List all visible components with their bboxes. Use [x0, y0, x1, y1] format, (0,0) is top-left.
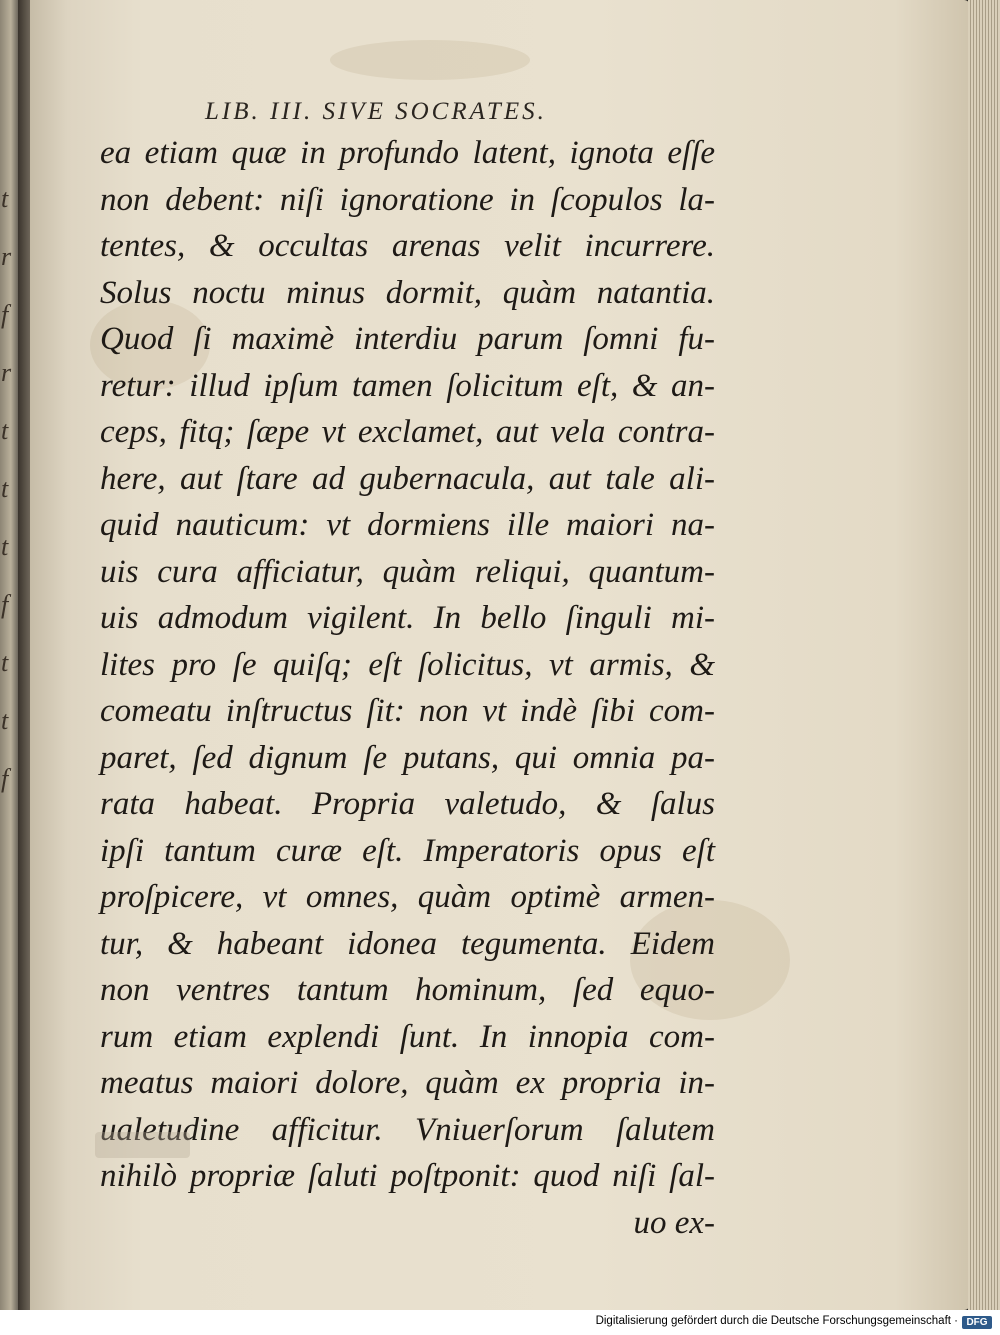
previous-page-fragment: t r f r t t t f t t f — [1, 184, 12, 793]
text-line: non ventres tantum hominum, ſed equo- — [100, 972, 715, 1008]
text-line: paret, ſed dignum ſe putans, qui omnia pa- — [100, 739, 715, 776]
page-edges — [968, 0, 1000, 1310]
text-line: tur, & habeant idonea tegumenta. Eidem — [100, 925, 715, 962]
text-line: ipſi tantum curæ eſt. Imperatoris opus eſt — [100, 832, 715, 869]
text-line: rum etiam explendi ſunt. In innopia com- — [100, 1018, 715, 1055]
text-line: non debent: niſi ignoratione in ſcopulos la- — [100, 181, 715, 218]
ghost-stamp — [95, 1132, 190, 1158]
digitization-footer — [0, 1310, 1000, 1335]
previous-page-edge — [0, 0, 18, 1310]
text-line: nihilò propriæ ſaluti poſtponit: quod niſi ſal- — [100, 1158, 715, 1194]
catchword: uo ex- — [633, 1204, 715, 1241]
text-line: ea etiam quæ in profundo latent, ignota eſſe — [100, 135, 715, 171]
text-line: meatus maiori dolore, quàm ex propria in- — [100, 1065, 715, 1101]
text-line: here, aut ſtare ad gubernacula, aut tale ali- — [100, 460, 715, 497]
text-line: lites pro ſe quiſq; eſt ſolicitus, vt armis, & — [100, 646, 715, 683]
text-line: uis cura afficiatur, quàm reliqui, quantum- — [100, 553, 715, 590]
text-line: uis admodum vigilent. In bello ſinguli mi- — [100, 600, 715, 636]
text-line: ualetudine afficitur. Vniuerſorum ſalutem — [100, 1111, 715, 1148]
funding-credit: Digitalisierung gefördert durch die Deutsche Forschungsgemeinschaft · — [595, 1315, 958, 1327]
running-header: LIB. III. SIVE SOCRATES. — [205, 98, 547, 125]
text-line: Quod ſi maximè interdiu parum ſomni fu- — [100, 321, 715, 357]
text-line: quid nauticum: vt dormiens ille maiori na- — [100, 507, 715, 543]
text-line: retur: illud ipſum tamen ſolicitum eſt, & an- — [100, 367, 715, 404]
text-line: Solus noctu minus dormit, quàm natantia. — [100, 274, 715, 311]
text-line: comeatu inſtructus ſit: non vt indè ſibi com- — [100, 693, 715, 729]
text-line: proſpicere, vt omnes, quàm optimè armen- — [100, 879, 715, 915]
paper-stain — [330, 40, 530, 80]
dfg-logo: DFG — [962, 1316, 992, 1329]
body-text — [100, 130, 715, 1246]
text-line: tentes, & occultas arenas velit incurrere. — [100, 228, 715, 264]
text-line: rata habeat. Propria valetudo, & ſalus — [100, 786, 715, 822]
text-line: ceps, fitq; ſæpe vt exclamet, aut vela contra- — [100, 414, 715, 450]
